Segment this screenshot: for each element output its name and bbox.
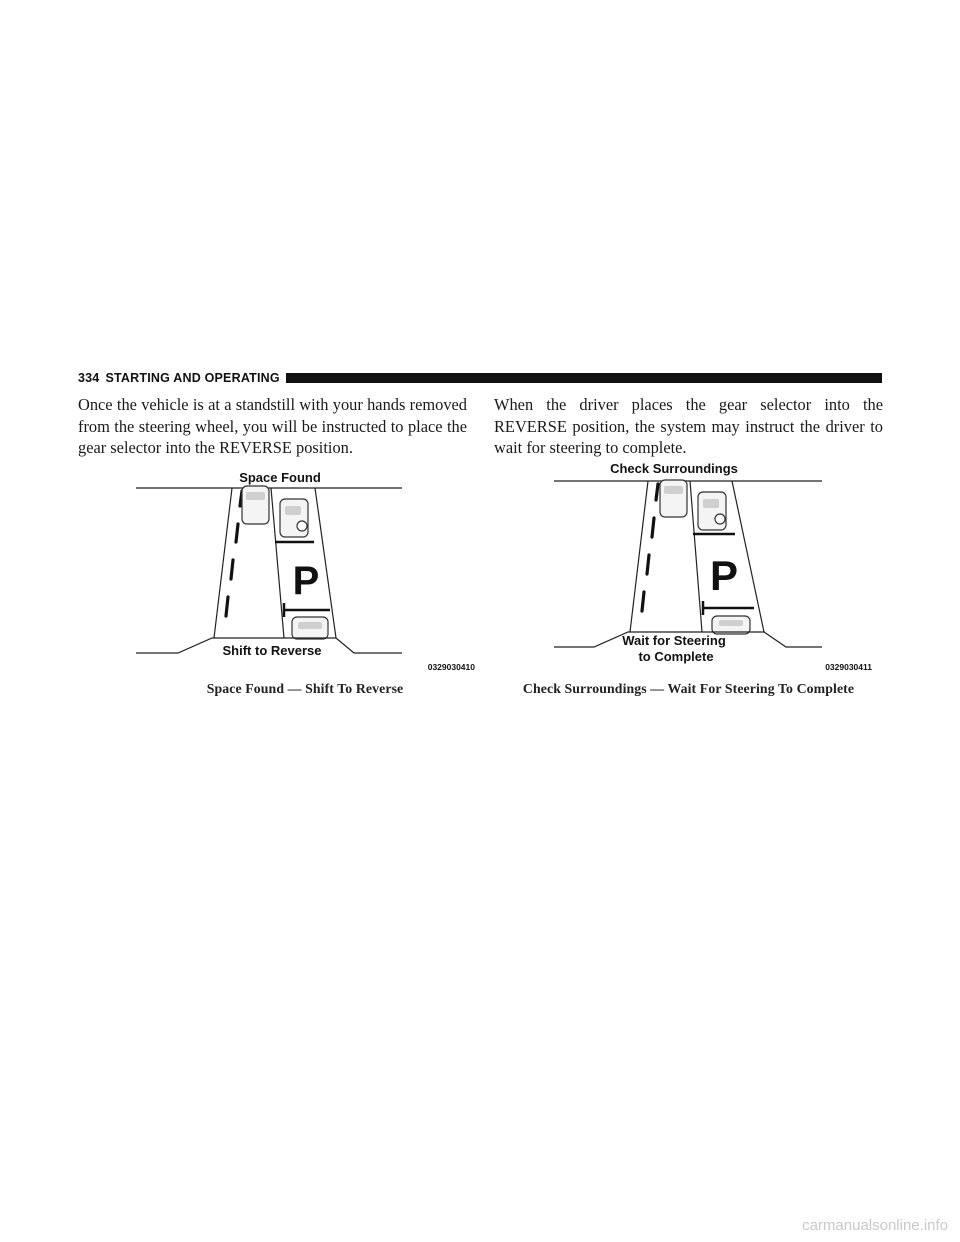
figure-bottom-label: Shift to Reverse (222, 643, 322, 658)
figure-caption: Space Found — Shift To Reverse (206, 681, 404, 696)
page-number: 334 (78, 371, 100, 385)
header-rule (286, 373, 882, 383)
figure-top-label: Check Surroundings (610, 461, 738, 476)
figure-bottom-label-line2: to Complete (638, 649, 714, 664)
figure-caption: Check Surroundings — Wait For Steering To Complete (522, 681, 855, 696)
parking-diagram-1 (132, 466, 478, 674)
parking-p-marker: P (709, 552, 739, 599)
parking-p-marker: P (292, 559, 320, 603)
left-paragraph: Once the vehicle is at a standstill with your hands removed from the steering wheel, you will be instructed to place the gear selector into the REVERSE position. (78, 395, 467, 458)
watermark: carmanualsonline.info (802, 1217, 948, 1234)
right-column (494, 394, 883, 459)
parking-diagram-2 (552, 458, 874, 674)
left-column (78, 394, 467, 459)
image-code: 0329030410 (427, 662, 475, 672)
figure-space-found (132, 466, 478, 674)
section-title: STARTING AND OPERATING (105, 371, 280, 385)
image-code: 0329030411 (825, 662, 872, 672)
figure-top-label: Space Found (239, 470, 321, 485)
right-paragraph: When the driver places the gear selector into the REVERSE position, the system may instruct the driver to wait for steering to complete. (494, 395, 883, 458)
figure-check-surroundings (552, 458, 874, 674)
figure-bottom-label-line1: Wait for Steering (622, 633, 726, 648)
page-header (78, 370, 882, 386)
